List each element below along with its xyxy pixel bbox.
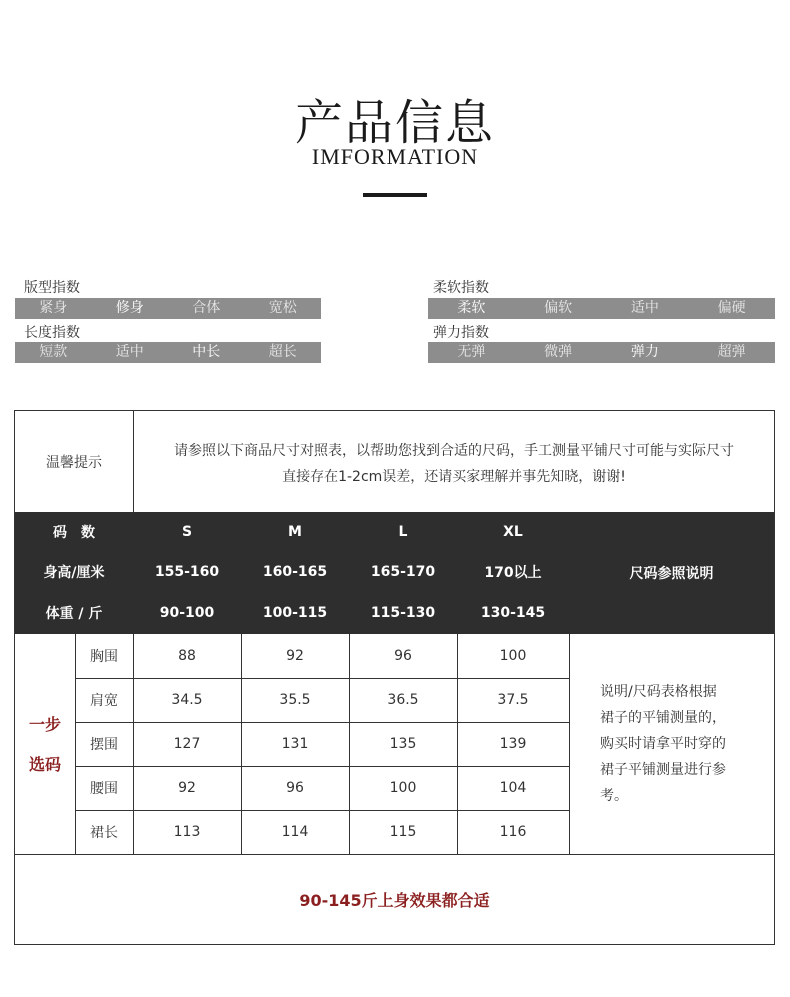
- table-cell: 96: [286, 780, 304, 796]
- softness-option: 偏软: [544, 300, 573, 316]
- length-option-selected: 中长: [192, 344, 221, 360]
- table-cell: 104: [499, 780, 527, 796]
- fit-option: 宽松: [268, 300, 297, 316]
- row-label-skirt-length: 裙长: [90, 825, 118, 841]
- size-note-line: 裙子的平铺测量的，: [600, 710, 726, 726]
- length-option: 超长: [268, 344, 297, 360]
- table-cell: 100: [389, 780, 417, 796]
- elasticity-option: 微弹: [544, 344, 573, 360]
- elasticity-option: 超弹: [717, 344, 746, 360]
- size-label: 码 数: [15, 512, 133, 552]
- row-label-waist: 腰围: [90, 781, 118, 797]
- height-label: 身高/厘米: [15, 552, 133, 592]
- table-cell: 135: [389, 736, 417, 752]
- group-label-line-2: 选码: [28, 754, 61, 774]
- elasticity-index-label: 弹力指数: [433, 325, 489, 341]
- table-cell: 37.5: [497, 692, 529, 708]
- size-xl: XL: [457, 512, 569, 552]
- group-label-line-1: 一步: [28, 714, 61, 734]
- height-value: 165-170: [349, 552, 457, 592]
- table-cell: 35.5: [279, 692, 311, 708]
- title-underline: [363, 193, 427, 197]
- table-cell: 92: [178, 780, 196, 796]
- length-index-label: 长度指数: [24, 325, 80, 341]
- height-value: 160-165: [241, 552, 349, 592]
- softness-option: 适中: [630, 300, 659, 316]
- size-note-line: 说明/尺码表格根据: [600, 684, 717, 700]
- table-cell: 92: [286, 648, 304, 664]
- height-value: 155-160: [133, 552, 241, 592]
- size-note-line: 裙子平铺测量进行参: [600, 762, 726, 778]
- weight-value: 100-115: [241, 592, 349, 634]
- table-cell: 36.5: [387, 692, 419, 708]
- weight-value: 115-130: [349, 592, 457, 634]
- size-note: [600, 679, 760, 809]
- size-s: S: [133, 512, 241, 552]
- table-cell: 88: [178, 648, 196, 664]
- table-cell: 116: [499, 824, 527, 840]
- weight-label: 体重 / 斤: [15, 592, 133, 634]
- table-cell: 34.5: [171, 692, 203, 708]
- table-cell: 131: [281, 736, 309, 752]
- elasticity-index-bar: [428, 342, 775, 363]
- softness-option: 偏硬: [717, 300, 746, 316]
- fit-option-selected: 修身: [115, 300, 144, 316]
- size-table: [14, 410, 775, 945]
- page-subtitle: IMFORMATION: [311, 144, 479, 169]
- size-note-line: 考。: [600, 788, 628, 804]
- fit-option: 合体: [192, 300, 221, 316]
- table-cell: 100: [499, 648, 527, 664]
- notice-line-2: 直接存在1-2cm误差，还请买家理解并事先知晓，谢谢!: [282, 469, 626, 485]
- height-value: 170以上: [457, 552, 569, 592]
- size-note-line: 购买时请拿平时穿的: [600, 736, 726, 752]
- elasticity-option: 无弹: [457, 344, 486, 360]
- fit-index-label: 版型指数: [24, 280, 80, 296]
- row-label-hem: 摆围: [90, 737, 118, 753]
- notice-label: 温馨提示: [46, 454, 102, 471]
- size-m: M: [241, 512, 349, 552]
- table-cell: 113: [173, 824, 201, 840]
- fit-index-bar: [15, 298, 321, 319]
- size-ref-label: 尺码参照说明: [569, 512, 774, 634]
- softness-option-selected: 柔软: [457, 300, 486, 316]
- size-l: L: [349, 512, 457, 552]
- row-label-shoulder: 肩宽: [90, 693, 118, 709]
- notice-line-1: 请参照以下商品尺寸对照表，以帮助您找到合适的尺码，手工测量平铺尺寸可能与实际尺寸: [174, 443, 734, 459]
- length-option: 适中: [115, 344, 144, 360]
- weight-value: 90-100: [133, 592, 241, 634]
- table-cell: 139: [499, 736, 527, 752]
- length-index-bar: [15, 342, 321, 363]
- fit-summary: 90-145斤上身效果都合适: [299, 891, 490, 910]
- table-cell: 127: [173, 736, 201, 752]
- page-title: 产品信息: [294, 95, 495, 151]
- table-cell: 115: [389, 824, 417, 840]
- table-cell: 114: [281, 824, 309, 840]
- row-label-chest: 胸围: [90, 649, 118, 665]
- weight-value: 130-145: [457, 592, 569, 634]
- elasticity-option-selected: 弹力: [630, 344, 659, 360]
- softness-index-label: 柔软指数: [433, 280, 489, 296]
- table-cell: 96: [394, 648, 412, 664]
- softness-index-bar: [428, 298, 775, 319]
- fit-option: 紧身: [39, 300, 68, 316]
- length-option: 短款: [39, 344, 68, 360]
